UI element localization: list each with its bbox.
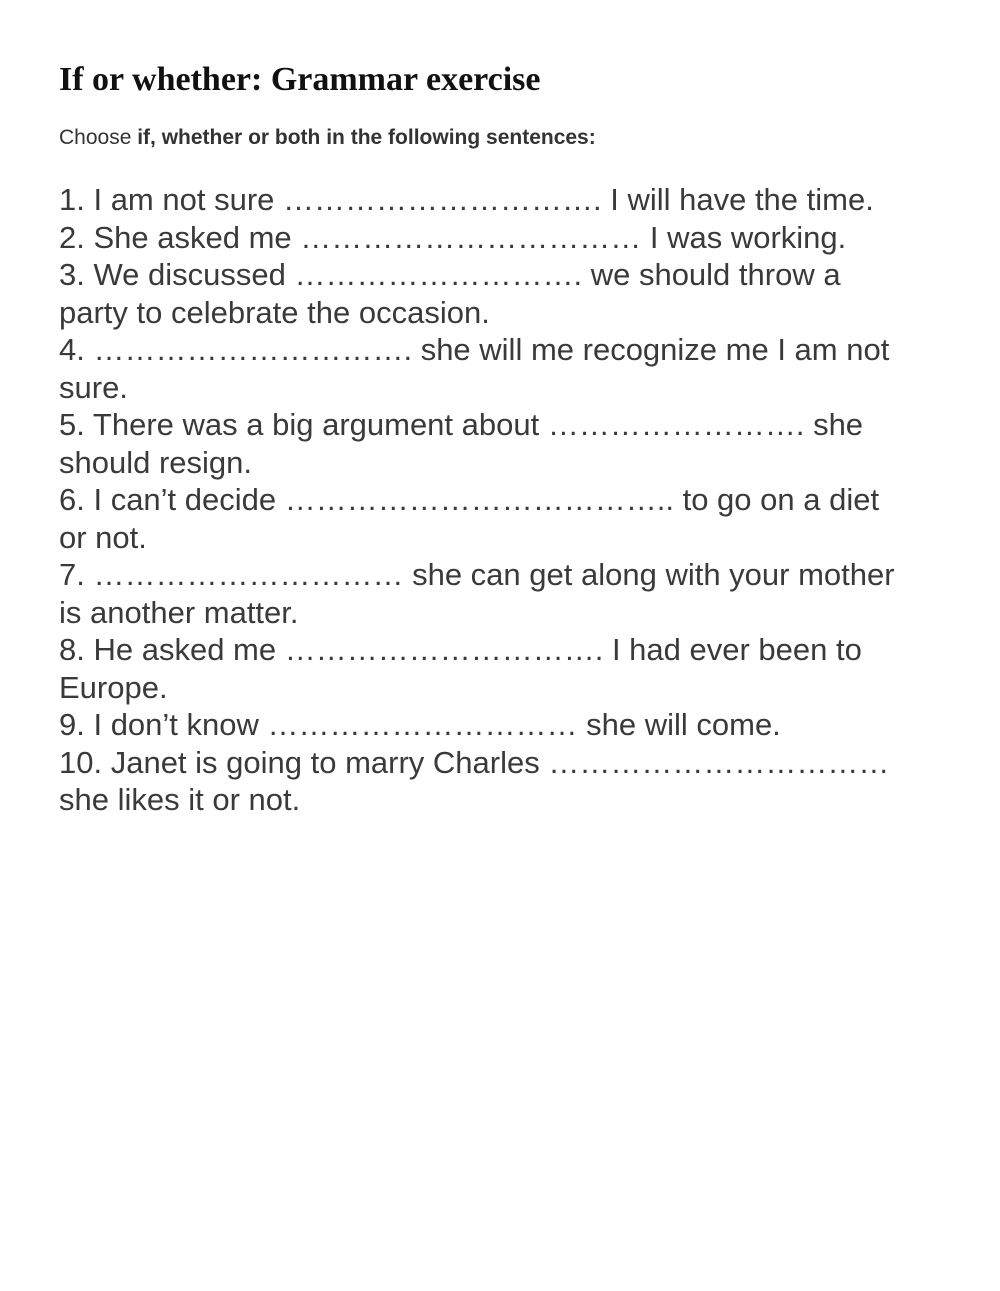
question-line: Europe.: [59, 669, 168, 705]
question-item-3: [59, 256, 949, 331]
question-item-6: [59, 481, 949, 556]
question-item-9: [59, 706, 949, 744]
question-item-1: [59, 181, 949, 219]
question-line: or not.: [59, 519, 147, 555]
page-title: If or whether: Grammar exercise: [59, 61, 541, 98]
question-line: is another matter.: [59, 594, 299, 630]
instruction-prefix: Choose: [59, 126, 138, 149]
question-line: sure.: [59, 369, 128, 405]
question-line: 1. I am not sure …………………………. I will have the time.: [59, 182, 874, 217]
instruction-emphasis: if, whether or both in the following sentences:: [137, 126, 596, 149]
question-line: 6. I can’t decide ……………………………….. to go on a diet: [59, 482, 880, 517]
question-item-5: [59, 406, 949, 481]
question-item-4: [59, 331, 949, 406]
question-line: 8. He asked me …………………………. I had ever been to: [59, 632, 862, 667]
question-item-10: [59, 744, 949, 819]
question-line: 9. I don’t know ………………………… she will come.: [59, 707, 781, 742]
question-list: [59, 181, 949, 819]
question-line: should resign.: [59, 444, 253, 480]
question-line: 4. …………………………. she will me recognize me I am not: [59, 332, 890, 367]
question-item-2: [59, 219, 949, 257]
question-item-8: [59, 631, 949, 706]
question-item-7: [59, 556, 949, 631]
question-line: 2. She asked me …………………………… I was working.: [59, 219, 847, 255]
question-line: party to celebrate the occasion.: [59, 294, 490, 330]
question-line: 3. We discussed ………………………. we should throw a: [59, 257, 841, 292]
question-line: she likes it or not.: [59, 782, 301, 817]
question-line: 5. There was a big argument about ……………………. she: [59, 407, 864, 442]
question-line: 10. Janet is going to marry Charles ……………………………: [59, 744, 890, 780]
question-line: 7. ………………………… she can get along with your mother: [59, 557, 895, 592]
instruction-text: [59, 124, 596, 152]
